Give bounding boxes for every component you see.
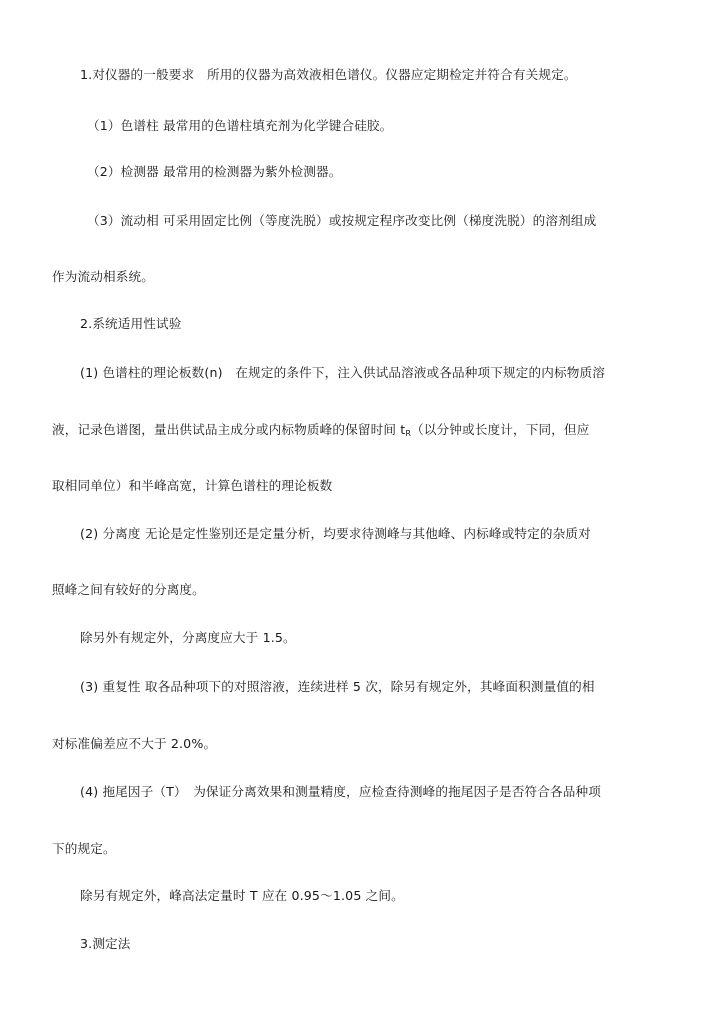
section-heading-method: 3.测定法	[80, 936, 131, 951]
paragraph-tailing-factor: (4) 拖尾因子（T） 为保证分离效果和测量精度，应检查待测峰的拖尾因子是否符合各品种项	[80, 784, 601, 799]
paragraph-mobile-phase: （3）流动相 可采用固定比例（等度洗脱）或按规定程序改变比例（梯度洗脱）的溶剂组成	[87, 213, 597, 228]
retention-subscript: R	[405, 429, 412, 438]
paragraph-column: （1）色谱柱 最常用的色谱柱填充剂为化学键合硅胶。	[87, 118, 393, 133]
paragraph-mobile-phase-cont: 作为流动相系统。	[52, 269, 154, 284]
retention-time-text-2: （以分钟或长度计，下同，但应	[411, 422, 590, 437]
paragraph-theoretical-plates-cont	[0, 421, 724, 443]
paragraph-theoretical-plates-end: 取相同单位）和半峰高宽，计算色谱柱的理论板数	[52, 478, 333, 493]
paragraph-instrument-requirements: 1.对仪器的一般要求 所用的仪器为高效液相色谱仪。仪器应定期检定并符合有关规定。	[80, 67, 577, 82]
paragraph-tailing-factor-cont: 下的规定。	[52, 841, 116, 856]
retention-time-text: 液，记录色谱图，量出供试品主成分或内标物质峰的保留时间 t	[52, 422, 406, 437]
paragraph-repeatability: (3) 重复性 取各品种项下的对照溶液，连续进样 5 次，除另有规定外，其峰面积测量值的相	[80, 679, 595, 694]
paragraph-resolution-requirement: 除另外有规定外，分离度应大于 1.5。	[80, 630, 296, 645]
paragraph-resolution: (2) 分离度 无论是定性鉴别还是定量分析，均要求待测峰与其他峰、内标峰或特定的杂质对	[80, 526, 591, 541]
paragraph-theoretical-plates: (1) 色谱柱的理论板数(n) 在规定的条件下，注入供试品溶液或各品种项下规定的内标物质溶	[80, 365, 605, 380]
paragraph-detector: （2）检测器 最常用的检测器为紫外检测器。	[87, 164, 342, 179]
paragraph-repeatability-cont: 对标准偏差应不大于 2.0%。	[52, 736, 217, 751]
paragraph-resolution-cont: 照峰之间有较好的分离度。	[52, 582, 205, 597]
section-heading-system-suitability: 2.系统适用性试验	[80, 316, 182, 331]
paragraph-tailing-requirement: 除另有规定外，峰高法定量时 T 应在 0.95～1.05 之间。	[80, 888, 404, 903]
